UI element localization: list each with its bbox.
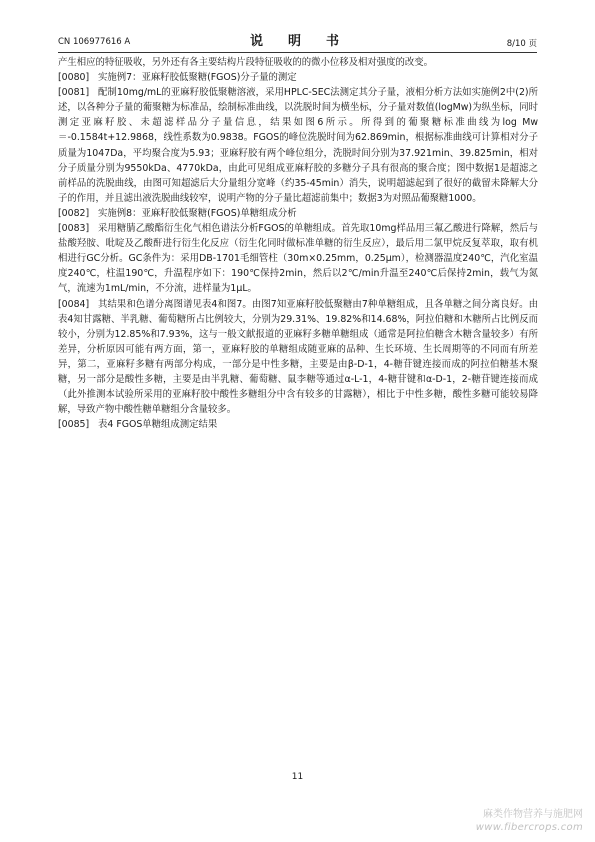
paragraph-text: 采用糖腈乙酸酯衍生化气相色谱法分析FGOS的单糖组成。首先取10mg样品用三氟乙酸进行降解，然后与盐酸羟胺、吡啶及乙酸酐进行衍生化反应（衍生化同时做标准单糖的衍生反应），最后用二氯甲烷反复萃取，取有机相进行GC分析。GC条件为：采用DB-1701毛细管柱（30m×0.25mm，0.25μm），检测器温度240℃，汽化室温度240℃，柱温190℃，升温程序如下：190℃保持2min，然后以2℃/min升温至240℃后保持2min，载气为氮气，流速为1mL/min，不分流，进样量为1μL。 [58,223,538,295]
watermark-url: www.fibercrops.com [475,822,583,833]
document-title: 说 明 书 [249,34,345,49]
paragraph-number: [0085] [58,419,90,431]
paragraph-0082 [58,206,538,221]
paragraph-number: [0080] [58,72,90,84]
paragraph-text: 其结果和色谱分离图谱见表4和图7。由图7知亚麻籽胶低聚糖由7种单糖组成，且各单糖之间分离良好。由表4知甘露糖、半乳糖、葡萄糖所占比例较大，分别为29.31%、19.82%和14.68%，阿拉伯糖和木糖所占比例反而较小，分别为12.85%和7.93%，这与一般文献报道的亚麻籽多糖单糖组成（通常是阿拉伯糖含木糖含量较多）有所差异，分析原因可能有两方面，第一，亚麻籽胶的单糖组成随亚麻的品种、生长环境、生长周期等的不同而有所差异，第二，亚麻籽多糖有两部分构成，一部分是中性多糖，主要是由β-D-1，4-糖苷键连接而成的阿拉伯糖基木聚糖，另一部分是酸性多糖，主要是由半乳糖、葡萄糖、鼠李糖等通过α-L-1，4-糖苷键和α-D-1，2-糖苷键连接而成（此外推测本试验所采用的亚麻籽胶中酸性多糖组分中含有较多的甘露糖），相比于中性多糖，酸性多糖可能较易降解，导致产物中酸性糖单糖组分含量较多。 [58,298,538,416]
paragraph-number: [0082] [58,207,90,219]
watermark-name: 麻类作物营养与施肥网 [483,809,583,820]
paragraph-text: 配制10mg/mL的亚麻籽胶低聚糖溶液，采用HPLC-SEC法测定其分子量，液相分析方法如实施例2中(2)所述，以各种分子量的葡聚糖为标准品，绘制标准曲线，以洗脱时间为横坐标，分子量对数值(logMw)为纵坐标，同时测定亚麻籽胶、未超滤样品分子量信息，结果如图6所示。所得到的葡聚糖标准曲线为log Mw＝-0.1584t+12.9868，线性系数为0.9838。FGOS的峰位洗脱时间为62.869min，根据标准曲线可计算相对分子质量为1047Da，平均聚合度为5.93；亚麻籽胶有两个峰位组分，洗脱时间分别为37.921min、39.825min，相对分子质量分别为9550kDa、4770kDa，由此可见组成亚麻籽胶的多糖分子具有很高的聚合度；图中数据1是超滤之前样品的洗脱曲线，由图可知超滤后大分量组分宽峰（约35-45min）消失，说明超滤起到了很好的截留未降解大分子的作用，并且滤出液洗脱曲线较窄，说明产物的分子量比超滤前集中；数据3为对照品葡聚糖1000。 [58,87,538,204]
paragraph-0083 [58,221,538,296]
paragraph-continuation [58,55,538,70]
patent-number: CN 106977616 A [58,37,131,47]
page-count: 8/10 页 [506,39,537,49]
paragraph-number: [0084] [58,298,90,310]
paragraph-0085 [58,417,538,432]
paragraph-number: [0081] [58,87,90,99]
watermark [476,808,583,834]
page-number: 11 [291,772,304,782]
document-body [58,55,538,432]
paragraph-0080 [58,70,538,85]
header-divider [58,52,537,53]
paragraph-0084 [58,297,538,418]
section-heading: 实施例8：亚麻籽胶低聚糖(FGOS)单糖组成分析 [98,207,297,219]
section-heading: 实施例7：亚麻籽胶低聚糖(FGOS)分子量的测定 [98,72,297,84]
paragraph-number: [0083] [58,223,90,235]
paragraph-0081 [58,85,538,206]
page-header [58,30,537,50]
paragraph-text: 产生相应的特征吸收，另外还有各主要结构片段特征吸收的的微小位移及相对强度的改变。 [58,57,434,68]
table-caption: 表4 FGOS单糖组成测定结果 [98,419,218,431]
